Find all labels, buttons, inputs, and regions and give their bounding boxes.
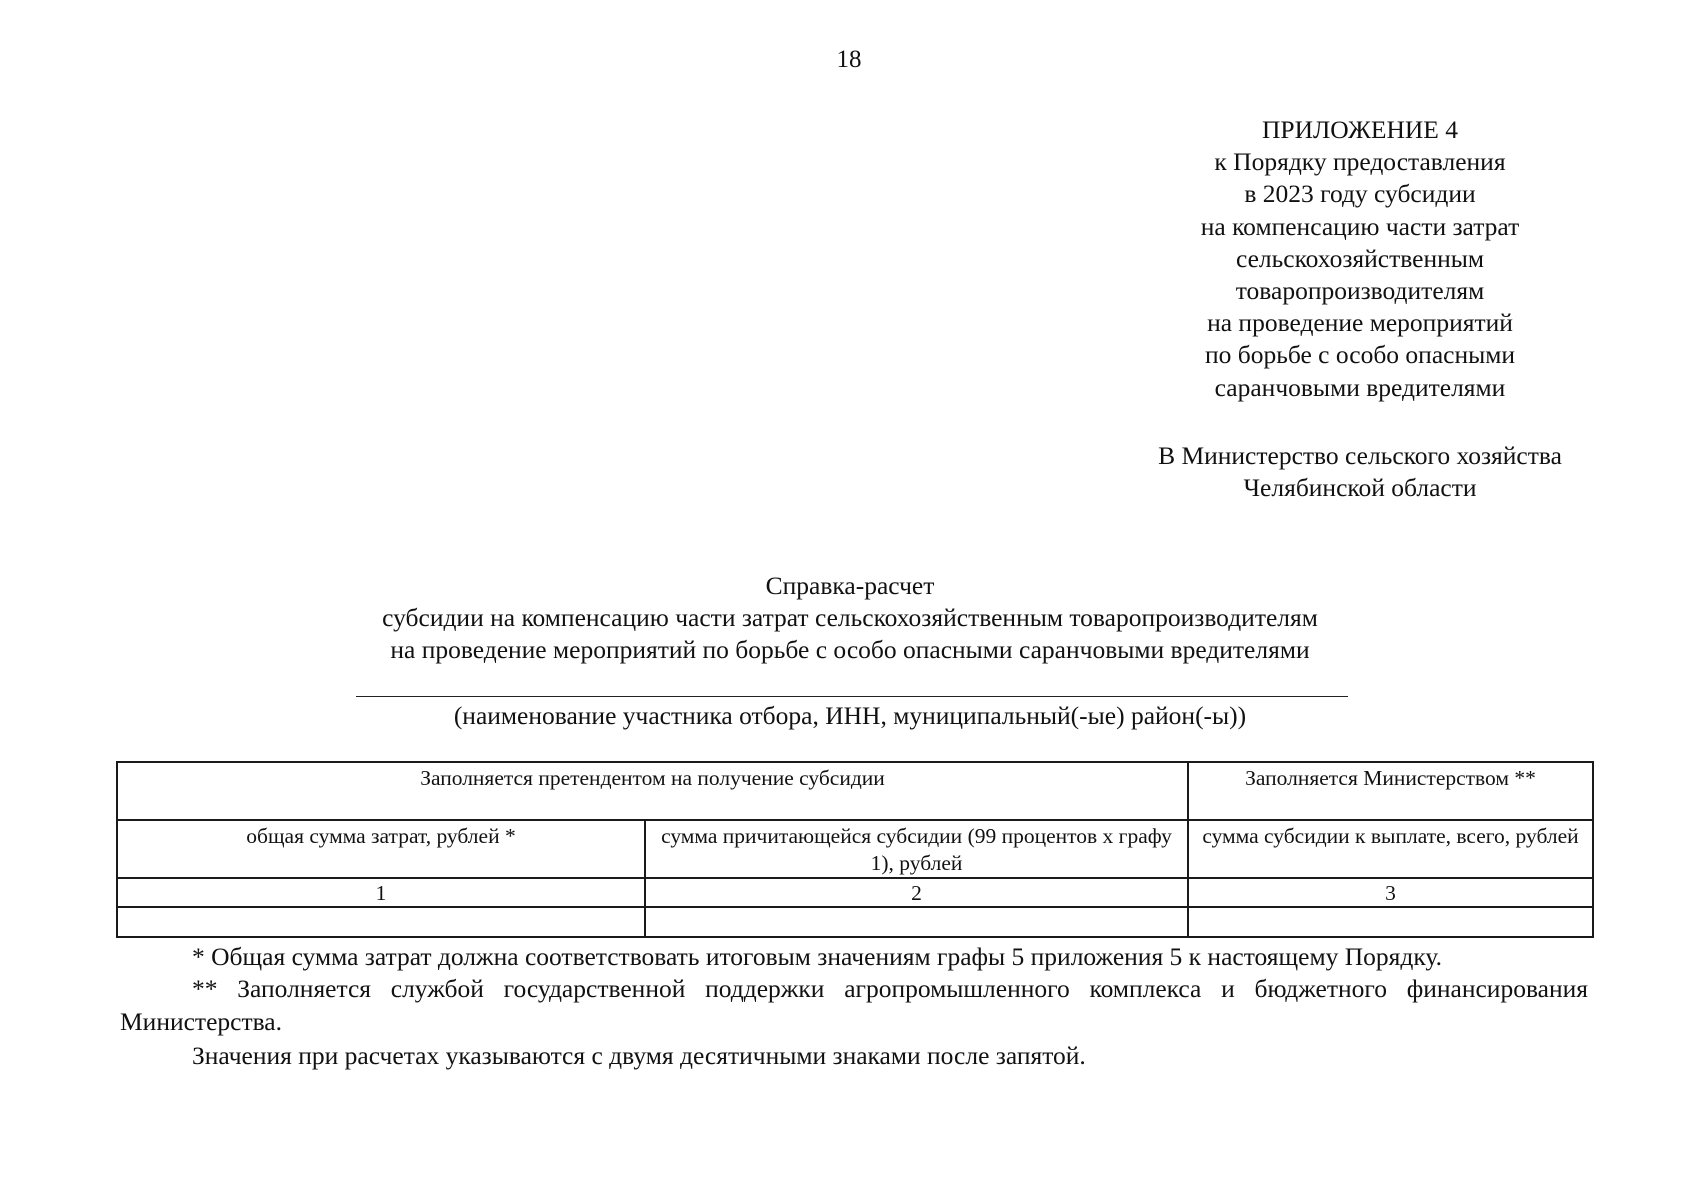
column-header-subsidy-due: сумма причитающейся субсидии (99 процентов х графу 1), рублей	[645, 820, 1188, 878]
title-line: на проведение мероприятий по борьбе с особо опасными саранчовыми вредителями	[390, 635, 1310, 664]
column-number: 3	[1188, 878, 1593, 907]
column-header-subsidy-payable: сумма субсидии к выплате, всего, рублей	[1188, 820, 1593, 878]
group-ministry-header: Заполняется Министерством **	[1188, 762, 1593, 820]
appendix-line: в 2023 году субсидии	[1244, 179, 1476, 209]
page-number: 18	[836, 46, 862, 73]
appendix-line: к Порядку предоставления	[1214, 147, 1506, 177]
document-title	[220, 570, 1480, 666]
table-group-header-row	[117, 762, 1593, 820]
group-applicant-header: Заполняется претендентом на получение субсидии	[117, 762, 1188, 820]
applicant-fill-line	[356, 696, 1348, 697]
addressee-line: В Министерство сельского хозяйства	[1158, 441, 1562, 470]
addressee-line: Челябинской области	[1243, 473, 1477, 502]
addressee	[1100, 440, 1620, 504]
appendix-line: товаропроизводителям	[1235, 276, 1485, 306]
column-number: 1	[117, 878, 645, 907]
table-column-number-row	[117, 878, 1593, 907]
table-cell-subsidy-due[interactable]	[645, 907, 1188, 937]
table-row	[117, 907, 1593, 937]
table-cell-total-costs[interactable]	[117, 907, 645, 937]
applicant-caption: (наименование участника отбора, ИНН, муниципальный(-ые) район(-ы))	[453, 701, 1247, 730]
title-line: субсидии на компенсацию части затрат сельскохозяйственным товаропроизводителям	[382, 603, 1318, 632]
footnote-1: * Общая сумма затрат должна соответствовать итоговым значениям графы 5 приложения 5 к настоящему Порядку.	[192, 942, 1442, 971]
table-column-header-row	[117, 820, 1593, 878]
appendix-line: сельскохозяйственным	[1235, 243, 1485, 273]
column-number: 2	[645, 878, 1188, 907]
column-header-total-costs: общая сумма затрат, рублей *	[117, 820, 645, 878]
appendix-line: на проведение мероприятий	[1207, 308, 1513, 338]
appendix-line: по борьбе с особо опасными	[1204, 340, 1516, 370]
appendix-line: саранчовыми вредителями	[1214, 372, 1506, 402]
footnotes	[120, 941, 1588, 1073]
title-line: Справка-расчет	[765, 571, 935, 600]
appendix-line: на компенсацию части затрат	[1200, 211, 1520, 241]
appendix-line: ПРИЛОЖЕНИЕ 4	[1261, 115, 1459, 144]
calculation-table	[116, 761, 1594, 938]
footnote-2: ** Заполняется службой государственной поддержки агропромышленного комплекса и бюджетного финансирования Министерства.	[120, 974, 1588, 1036]
appendix-heading	[1150, 114, 1570, 404]
footnote-3: Значения при расчетах указываются с двумя десятичными знаками после запятой.	[192, 1041, 1086, 1071]
table-cell-subsidy-payable[interactable]	[1188, 907, 1593, 937]
